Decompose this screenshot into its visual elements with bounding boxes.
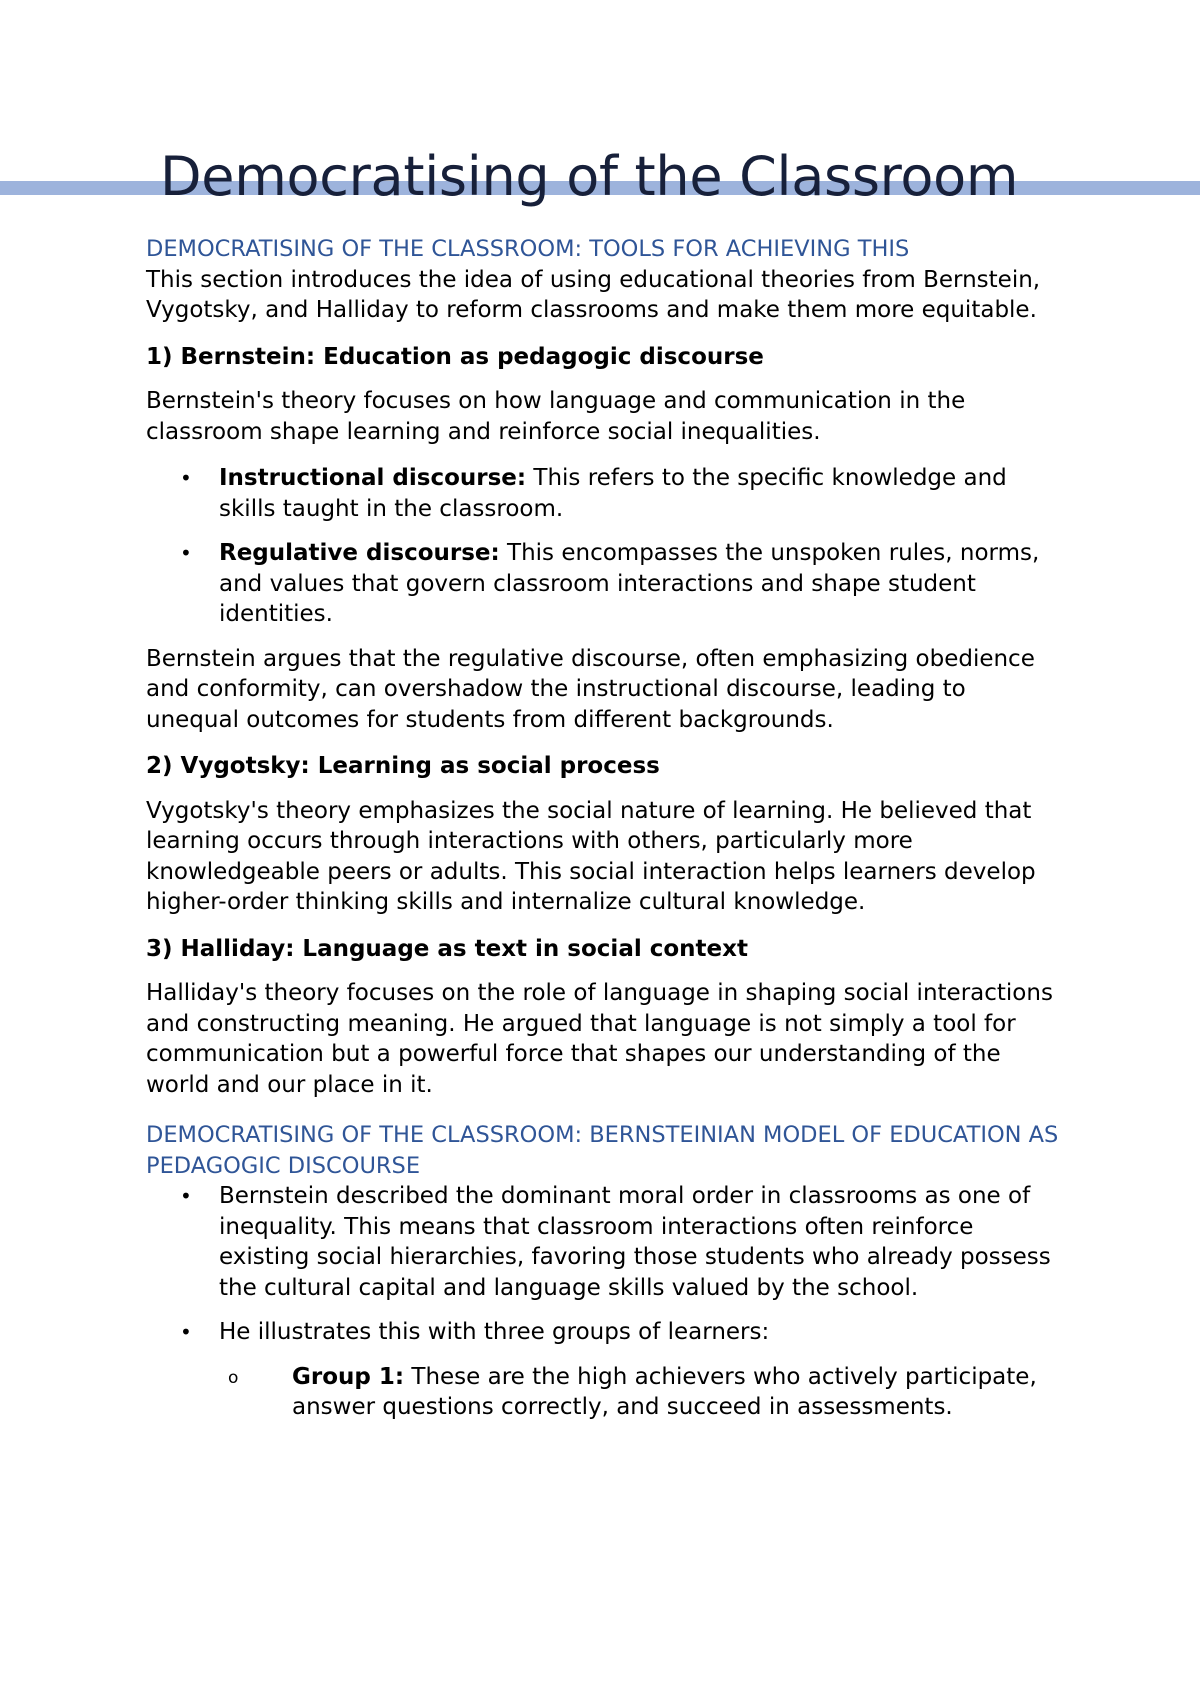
halliday-subheading: 3) Halliday: Language as text in social context — [146, 935, 748, 962]
list-item — [146, 538, 1066, 630]
list-item-term: Instructional discourse: — [219, 465, 527, 491]
bullet-icon: • — [180, 541, 192, 565]
section-heading-bernsteinian-model: DEMOCRATISING OF THE CLASSROOM: BERNSTEINIAN MODEL OF EDUCATION AS PEDAGOGIC DISCOURSE — [146, 1122, 1059, 1179]
bernstein-conclusion-paragraph: Bernstein argues that the regulative discourse, often emphasizing obedience and conformity, can overshadow the instructional discourse, leading to unequal outcomes for students from different backgrounds. — [146, 645, 1035, 733]
bullet-icon: • — [180, 1184, 192, 1208]
list-item — [146, 463, 1066, 524]
bernstein-paragraph: Bernstein's theory focuses on how language and communication in the classroom shape learning and reinforce social inequalities. — [146, 388, 966, 445]
list-item-term: Regulative discourse: — [219, 540, 500, 566]
document-title: Democratising of the Classroom — [160, 145, 1019, 208]
list-item-text: He illustrates this with three groups of learners: — [219, 1319, 770, 1345]
section-intro-paragraph: This section introduces the idea of using educational theories from Bernstein, Vygotsky, and Halliday to reform classrooms and make them more equitable. — [146, 266, 1041, 323]
list-item — [219, 1362, 1066, 1423]
learner-groups-list — [219, 1362, 1066, 1423]
halliday-paragraph: Halliday's theory focuses on the role of language in shaping social interactions and constructing meaning. He argued that language is not simply a tool for communication but a powerful force that shapes our understanding of the world and our place in it. — [146, 980, 1053, 1098]
list-item-text: Bernstein described the dominant moral order in classrooms as one of inequality. This means that classroom interactions often reinforce existing social hierarchies, favoring those students who already possess the cultural capital and language skills valued by the school. — [219, 1183, 1051, 1301]
bernstein-discourse-list — [146, 463, 1066, 630]
vygotsky-paragraph: Vygotsky's theory emphasizes the social nature of learning. He believed that learning occurs through interactions with others, particularly more knowledgeable peers or adults. This social interaction helps learners develop higher-order thinking skills and internalize cultural knowledge. — [146, 797, 1036, 915]
list-item — [146, 1317, 1066, 1423]
list-item-text: This refers to the specific knowledge and skills taught in the classroom. — [219, 465, 1007, 522]
list-item-text: These are the high achievers who actively participate, answer questions correctly, and succeed in assessments. — [292, 1363, 1037, 1420]
bullet-icon: • — [180, 1320, 192, 1344]
list-item — [146, 1181, 1066, 1303]
bullet-icon: • — [180, 466, 192, 490]
circle-bullet-icon: o — [228, 1367, 239, 1388]
list-item-text: This encompasses the unspoken rules, norms, and values that govern classroom interactions and shape student identities. — [219, 540, 1040, 627]
bernsteinian-model-list — [146, 1181, 1066, 1423]
document-body — [146, 234, 1066, 1437]
bernstein-subheading: 1) Bernstein: Education as pedagogic discourse — [146, 343, 764, 370]
list-item-term: Group 1: — [292, 1363, 405, 1390]
section-heading-tools: DEMOCRATISING OF THE CLASSROOM: TOOLS FOR ACHIEVING THIS — [146, 236, 910, 262]
vygotsky-subheading: 2) Vygotsky: Learning as social process — [146, 753, 660, 779]
